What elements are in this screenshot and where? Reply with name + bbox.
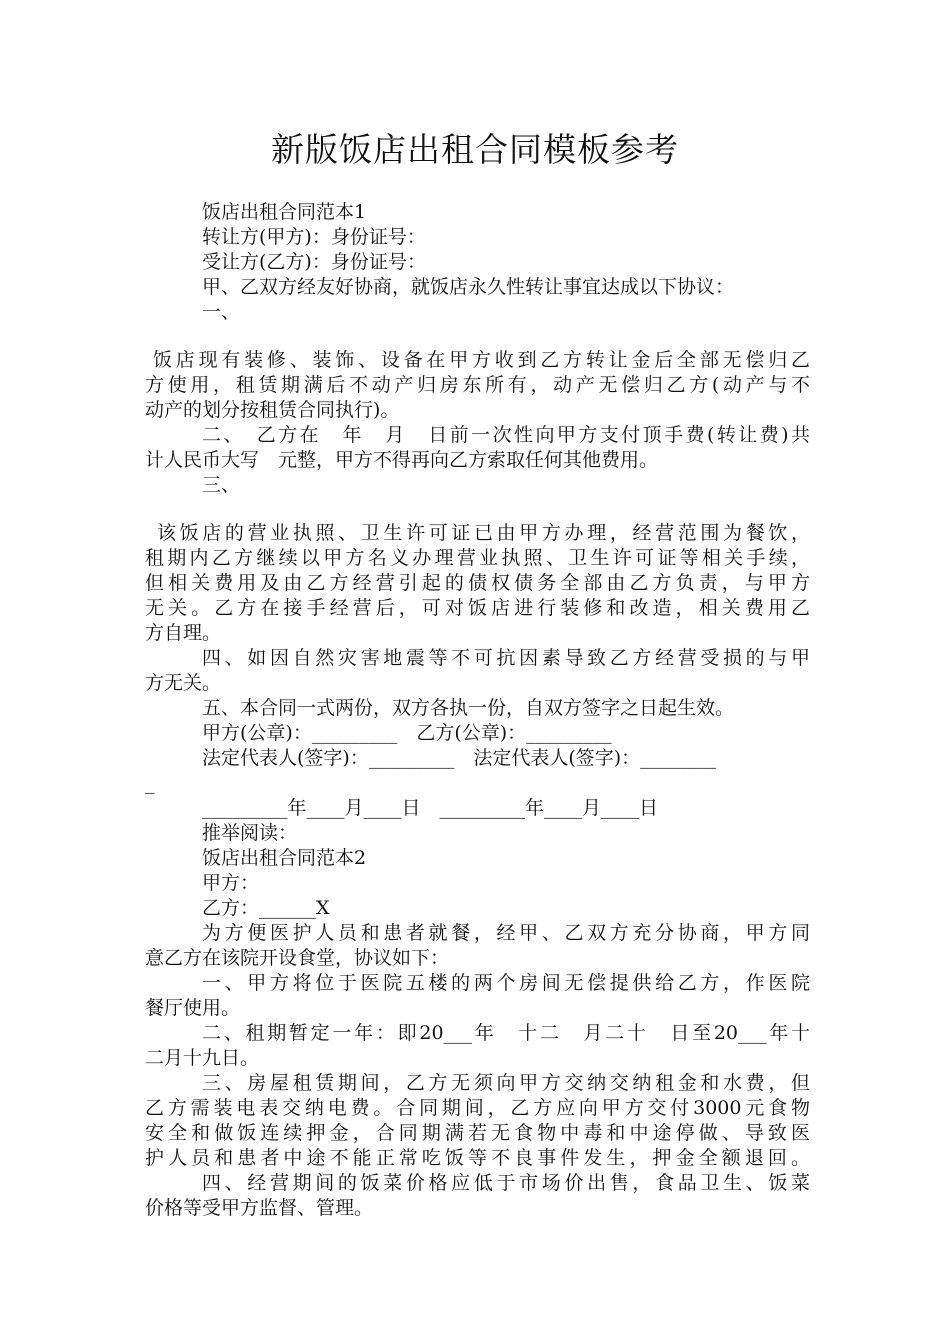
paragraph-line: 该饭店的营业执照、卫生许可证已由甲方办理，经营范围为餐饮， bbox=[157, 522, 810, 544]
paragraph-line: 餐厅使用。 bbox=[145, 997, 241, 1019]
paragraph-line: 二月十九日。 bbox=[145, 1047, 260, 1069]
document-body bbox=[145, 200, 810, 1221]
paragraph-line: 三、房屋租赁期间，乙方无须向甲方交纳交纳租金和水费，但 bbox=[202, 1072, 810, 1094]
signature-line: _ bbox=[145, 772, 155, 794]
text-line: 推举阅读： bbox=[202, 822, 298, 844]
paragraph-line: 四、如因自然灾害地震等不可抗因素导致乙方经营受损的与甲 bbox=[202, 647, 810, 669]
paragraph-line: 二、 乙方在 年 月 日前一次性向甲方支付顶手费(转让费)共 bbox=[202, 424, 810, 446]
paragraph-line: 为方便医护人员和患者就餐，经甲、乙双方充分协商，甲方同 bbox=[202, 922, 810, 944]
clause-number: 一、 bbox=[202, 301, 241, 323]
signature-line: 甲方(公章)：_________ 乙方(公章)：_________ bbox=[202, 722, 612, 744]
paragraph-line: 护人员和患者中途不能正常吃饭等不良事件发生，押金全额退回。 bbox=[145, 1147, 810, 1169]
text-line: 甲方： bbox=[202, 872, 260, 894]
paragraph-line: 二、租期暂定一年：即20___年 十二 月二十 日至20___年十 bbox=[202, 1022, 810, 1044]
text-line: 甲、乙双方经友好协商，就饭店永久性转让事宜达成以下协议： bbox=[202, 276, 735, 298]
paragraph-line: 意乙方在该院开设食堂，协议如下： bbox=[145, 947, 450, 969]
paragraph-line: 但相关费用及由乙方经营引起的债权债务全部由乙方负责，与甲方 bbox=[145, 572, 810, 594]
paragraph-line: 一、甲方将位于医院五楼的两个房间无偿提供给乙方，作医院 bbox=[202, 972, 810, 994]
text-line: 乙方：______X bbox=[202, 897, 330, 919]
spacer bbox=[145, 325, 810, 348]
paragraph-line: 租期内乙方继续以甲方名义办理营业执照、卫生许可证等相关手续， bbox=[145, 547, 810, 569]
paragraph-line: 四、经营期间的饭菜价格应低于市场价出售，食品卫生、饭菜 bbox=[202, 1172, 810, 1194]
signature-line: 法定代表人(签字)：_________ 法定代表人(签字)：________ bbox=[202, 747, 717, 769]
paragraph-line: 五、本合同一式两份，双方各执一份，自双方签字之日起生效。 bbox=[202, 697, 735, 719]
clause-number: 三、 bbox=[202, 474, 241, 496]
paragraph-line: 动产的划分按租赁合同执行)。 bbox=[145, 399, 400, 421]
paragraph-line: 计人民币大写 元整，甲方不得再向乙方索取任何其他费用。 bbox=[145, 449, 659, 471]
paragraph-line: 无关。乙方在接手经营后，可对饭店进行装修和改造，相关费用乙 bbox=[145, 597, 810, 619]
paragraph-line: 安全和做饭连续押金，合同期满若无食物中毒和中途停做、导致医 bbox=[145, 1122, 810, 1144]
paragraph-line: 方自理。 bbox=[145, 622, 222, 644]
document-title: 新版饭店出租合同模板参考 bbox=[271, 130, 679, 169]
text-line: 转让方(甲方)：身份证号： bbox=[202, 226, 426, 248]
section-heading: 饭店出租合同范本2 bbox=[202, 847, 367, 869]
text-line: 受让方(乙方)：身份证号： bbox=[202, 251, 426, 273]
paragraph-line: 乙方需装电表交纳电费。合同期间，乙方应向甲方交付3000元食物 bbox=[145, 1097, 810, 1119]
paragraph-line: 方使用，租赁期满后不动产归房东所有，动产无偿归乙方(动产与不 bbox=[145, 374, 810, 396]
spacer bbox=[145, 498, 810, 521]
section-heading: 饭店出租合同范本1 bbox=[202, 201, 367, 223]
paragraph-line: 方无关。 bbox=[145, 672, 222, 694]
date-line: _________年____月____日 _________年____月____日 bbox=[202, 797, 659, 819]
paragraph-line: 饭店现有装修、装饰、设备在甲方收到乙方转让金后全部无偿归乙 bbox=[153, 349, 810, 371]
paragraph-line: 价格等受甲方监督、管理。 bbox=[145, 1197, 374, 1219]
